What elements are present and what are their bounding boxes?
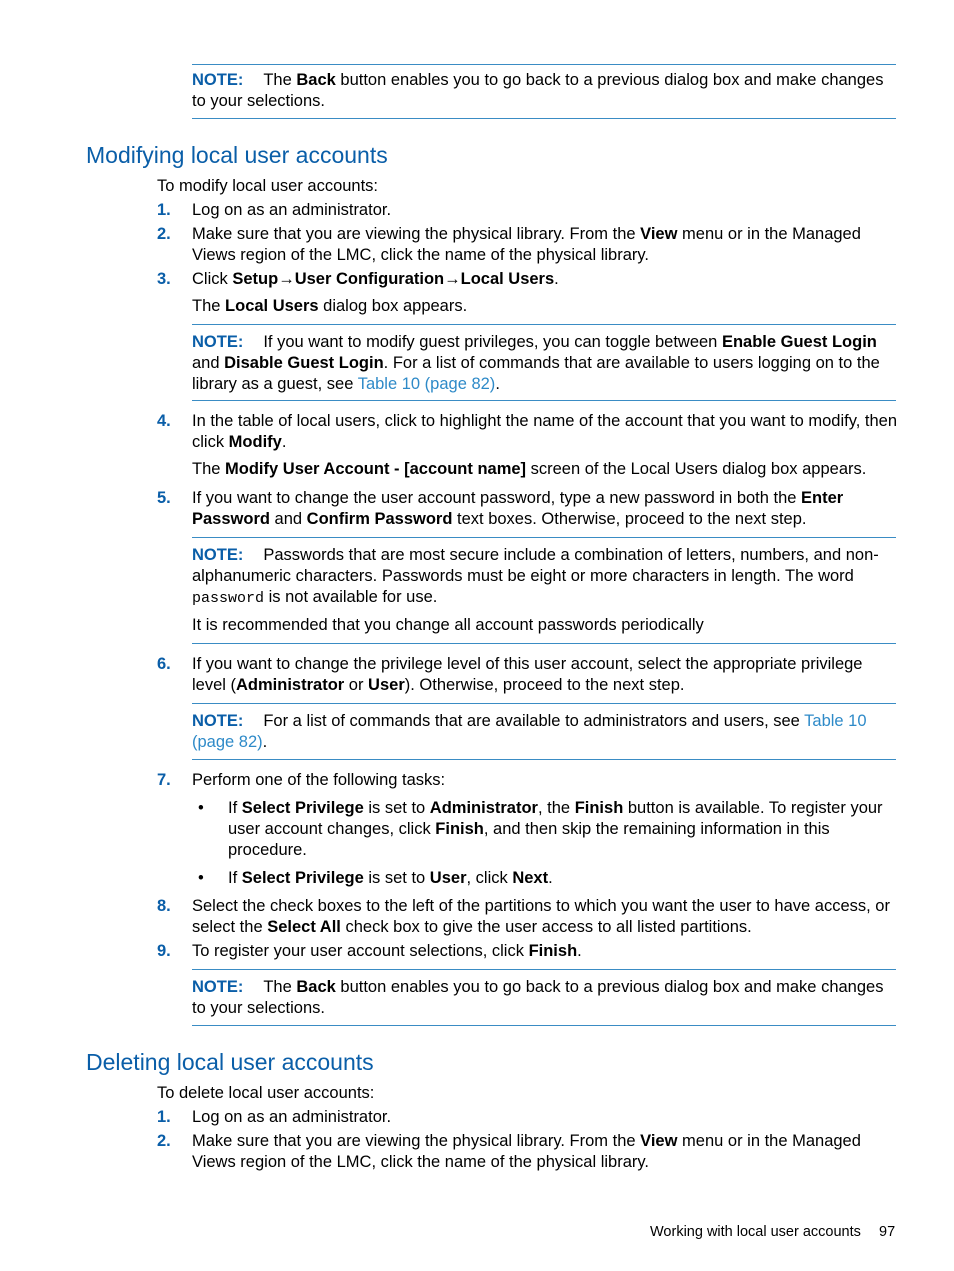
step-number: 7. (157, 771, 171, 789)
step-number: 6. (157, 655, 171, 673)
step-number: 8. (157, 897, 171, 915)
bullet-icon: • (198, 869, 204, 887)
step-result: The Modify User Account - [account name] screen of the Local Users dialog box appears. (192, 460, 867, 478)
step-text: To register your user account selections, click Finish. (192, 942, 582, 960)
bullet-item: If Select Privilege is set to User, click Next. (228, 869, 553, 887)
note-rule-bottom (192, 118, 896, 119)
table-10-link[interactable]: Table 10 (page 82) (357, 375, 496, 393)
note-rule-top (192, 324, 896, 325)
note-back: NOTE: The Back button enables you to go back to a previous dialog box and make changes to your selections. (192, 978, 884, 1017)
step-text: Select the check boxes to the left of the partitions to which you want the user to have access, or select the Select All check box to give the user access to all listed partitions. (192, 897, 890, 936)
note-label: NOTE: (192, 71, 244, 89)
step-text: Log on as an administrator. (192, 201, 392, 219)
step-text: Perform one of the following tasks: (192, 771, 446, 789)
step-text: If you want to change the user account password, type a new password in both the Enter Password and Confirm Password text boxes. Otherwise, proceed to the next step. (192, 489, 844, 528)
note-rule-bottom (192, 400, 896, 401)
note-label: NOTE: (192, 712, 244, 730)
note-rule-top (192, 703, 896, 704)
note-rule-top (192, 969, 896, 970)
step-number: 3. (157, 270, 171, 288)
step-number: 1. (157, 1108, 171, 1126)
step-text: Click Setup→User Configuration→Local Users. (192, 270, 559, 288)
note-rule-top (192, 537, 896, 538)
table-10-link[interactable]: Table 10 (page 82) (192, 712, 867, 751)
footer-title: Working with local user accounts (650, 1224, 861, 1240)
step-number: 5. (157, 489, 171, 507)
step-number: 2. (157, 1132, 171, 1150)
modify-intro: To modify local user accounts: (157, 177, 379, 195)
step-text: In the table of local users, click to highlight the name of the account that you want to modify, then click Modify. (192, 412, 898, 451)
note-password-recommendation: It is recommended that you change all account passwords periodically (192, 616, 704, 634)
note-rule-bottom (192, 759, 896, 760)
note-rule-top (192, 64, 896, 65)
step-text: Make sure that you are viewing the physical library. From the View menu or in the Managed Views region of the LMC, click the name of the physical library. (192, 225, 861, 264)
note-rule-bottom (192, 643, 896, 644)
note-guest: NOTE: If you want to modify guest privileges, you can toggle between Enable Guest Login and Disable Guest Login. For a list of commands that are available to users logging on to the library as a guest, see Table 10 (page 82). (192, 333, 880, 393)
step-result: The Local Users dialog box appears. (192, 297, 468, 315)
section-heading-modify: Modifying local user accounts (86, 142, 388, 168)
note-label: NOTE: (192, 546, 244, 564)
step-text: If you want to change the privilege level of this user account, select the appropriate privilege level (Administrator or User). Otherwise, proceed to the next step. (192, 655, 863, 694)
step-number: 1. (157, 201, 171, 219)
note-label: NOTE: (192, 978, 244, 996)
delete-intro: To delete local user accounts: (157, 1084, 375, 1102)
step-text: Make sure that you are viewing the physical library. From the View menu or in the Managed Views region of the LMC, click the name of the physical library. (192, 1132, 861, 1171)
note-commands: NOTE: For a list of commands that are available to administrators and users, see Table 10 (page 82). (192, 712, 867, 751)
note-rule-bottom (192, 1025, 896, 1026)
code-password: password (192, 590, 265, 607)
step-number: 4. (157, 412, 171, 430)
page-number: 97 (879, 1224, 896, 1240)
note-back-top: NOTE: The Back button enables you to go back to a previous dialog box and make changes to your selections. (192, 71, 884, 110)
note-label: NOTE: (192, 333, 244, 351)
bullet-item: If Select Privilege is set to Administrator, the Finish button is available. To register your user account changes, click Finish, and then skip the remaining information in this procedure. (228, 799, 883, 859)
note-password: NOTE: Passwords that are most secure include a combination of letters, numbers, and non-alphanumeric characters. Passwords must be eight or more characters in length. The word password is not available for use. (192, 546, 879, 607)
step-text: Log on as an administrator. (192, 1108, 392, 1126)
bullet-icon: • (198, 799, 204, 817)
section-heading-delete: Deleting local user accounts (86, 1049, 374, 1075)
step-number: 2. (157, 225, 171, 243)
step-number: 9. (157, 942, 171, 960)
